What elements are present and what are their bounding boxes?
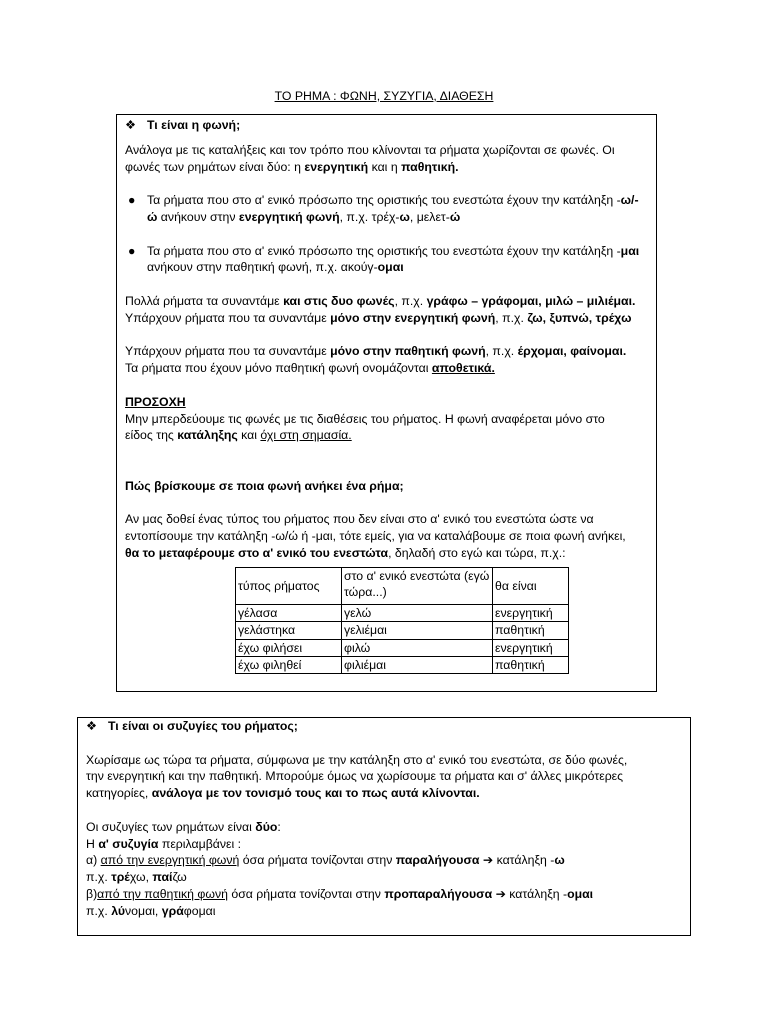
both-voices-line: Πολλά ρήματα τα συναντάμε και στις δυο φωνές, π.χ. γράφω – γράφομαι, μιλώ – μιλιέμαι. — [125, 293, 636, 308]
voice-table — [235, 567, 569, 674]
question-line-3: θα το μεταφέρουμε στο α' ενικό του ενεστώτα, δηλαδή στο εγώ και τώρα, π.χ.: — [125, 545, 566, 560]
section-voice-heading: ❖ Τι είναι η φωνή; — [125, 118, 241, 132]
section-voice-box — [116, 114, 657, 692]
deponent-line: Τα ρήματα που έχουν μόνο παθητική φωνή ονομάζονται αποθετικά. — [125, 361, 495, 376]
table-cell: παθητική — [493, 622, 569, 639]
table-row — [236, 639, 569, 656]
table-row — [236, 605, 569, 622]
table-cell: παθητική — [493, 656, 569, 673]
table-row — [236, 656, 569, 673]
passive-voice-bullet: ● Τα ρήματα που στο α' ενικό πρόσωπο της οριστικής του ενεστώτα έχουν την κατάληξη -μαι ανήκουν στην παθητική φωνή, π.χ. ακούγ-ομαι — [128, 243, 640, 275]
caution-heading: ΠΡΟΣΟΧΗ — [125, 394, 186, 409]
first-conj-passive-example: π.χ. λύνομαι, γράφομαι — [86, 903, 216, 918]
conj-line-2: την ενεργητική και την παθητική. Μπορούμε όμως να χωρίσουμε τα ρήματα και σ' άλλες μικρότερες — [86, 769, 624, 784]
arrow-right-icon: ➔ — [495, 886, 506, 901]
intro-line-1: Ανάλογα με τις καταλήξεις και τον τρόπο που κλίνονται τα ρήματα χωρίζονται σε φωνές. Οι — [125, 142, 615, 157]
conj-line-1: Χωρίσαμε ως τώρα τα ρήματα, σύμφωνα με την κατάληξη στο α' ενικό του ενεστώτα, σε δύο φωνές, — [86, 752, 628, 767]
active-only-line: Υπάρχουν ρήματα που τα συναντάμε μόνο στην ενεργητική φωνή, π.χ. ζω, ξυπνώ, τρέχω — [125, 310, 632, 325]
table-cell: γελάστηκα — [236, 622, 342, 639]
intro-line-2: φωνές των ρημάτων είναι δύο: η ενεργητική και η παθητική. — [125, 159, 459, 174]
caution-line-1: Μην μπερδεύουμε τις φωνές με τις διαθέσεις του ρήματος. Η φωνή αναφέρεται μόνο στο — [125, 411, 605, 426]
bullet-dot-icon: ● — [128, 193, 136, 208]
first-conj-line: Η α' συζυγία περιλαμβάνει : — [86, 836, 242, 851]
conj-count-line: Οι συζυγίες των ρημάτων είναι δύο: — [86, 819, 281, 834]
table-row — [236, 622, 569, 639]
question-line-1: Αν μας δοθεί ένας τύπος του ρήματος που δεν είναι στο α' ενικό του ενεστώτα ώστε να — [125, 512, 594, 527]
arrow-right-icon: ➔ — [482, 853, 494, 868]
caution-line-2: είδος της κατάληξης και όχι στη σημασία. — [125, 428, 352, 443]
table-cell: φιλιέμαι — [342, 656, 493, 673]
section-conjugation-box — [77, 717, 691, 936]
table-cell: φιλώ — [342, 639, 493, 656]
question-heading: Πώς βρίσκουμε σε ποια φωνή ανήκει ένα ρήμα; — [125, 478, 404, 493]
table-cell: ενεργητική — [493, 605, 569, 622]
table-header-cell: τύπος ρήματος — [236, 568, 342, 605]
table-cell: γελώ — [342, 605, 493, 622]
table-header-cell: στο α' ενικό ενεστώτα (εγώ τώρα...) — [342, 568, 493, 605]
table-header-cell: θα είναι — [493, 568, 569, 605]
conj-line-3: κατηγορίες, ανάλογα με τον τονισμό τους και το πως αυτά κλίνονται. — [86, 786, 480, 801]
table-cell: γελιέμαι — [342, 622, 493, 639]
first-conj-active-example: π.χ. τρέχω, παίζω — [86, 870, 187, 885]
table-header-row — [236, 568, 569, 605]
table-cell: ενεργητική — [493, 639, 569, 656]
section-conjugation-heading: ❖ Τι είναι οι συζυγίες του ρήματος; — [86, 719, 298, 733]
bullet-dot-icon: ● — [128, 243, 136, 258]
table-cell: έχω φιλήσει — [236, 639, 342, 656]
table-cell: έχω φιληθεί — [236, 656, 342, 673]
first-conj-passive-line: β)από την παθητική φωνή όσα ρήματα τονίζονται στην προπαραλήγουσα ➔ κατάληξη -ομαι — [86, 886, 594, 901]
diamond-bullet-icon: ❖ — [125, 118, 137, 132]
active-voice-bullet: ● Τα ρήματα που στο α' ενικό πρόσωπο της οριστικής του ενεστώτα έχουν την κατάληξη -ω/- ώ ανήκουν στην ενεργητική φωνή, π.χ. τρέχ-ω, μελετ-ώ — [128, 193, 639, 224]
first-conj-active-line: α) από την ενεργητική φωνή όσα ρήματα τονίζονται στην παραλήγουσα ➔ κατάληξη -ω — [86, 853, 565, 868]
page-title: ΤΟ ΡΗΜΑ : ΦΩΝΗ, ΣΥΖΥΓΙΑ, ΔΙΑΘΕΣΗ — [274, 89, 494, 103]
diamond-bullet-icon: ❖ — [86, 719, 98, 733]
passive-only-line: Υπάρχουν ρήματα που τα συναντάμε μόνο στην παθητική φωνή, π.χ. έρχομαι, φαίνομαι. — [125, 344, 627, 359]
table-cell: γέλασα — [236, 605, 342, 622]
question-line-2: εντοπίσουμε την κατάληξη -ω/ώ ή -μαι, τότε εμείς, για να καταλάβουμε σε ποια φωνή ανήκει, — [125, 529, 626, 544]
